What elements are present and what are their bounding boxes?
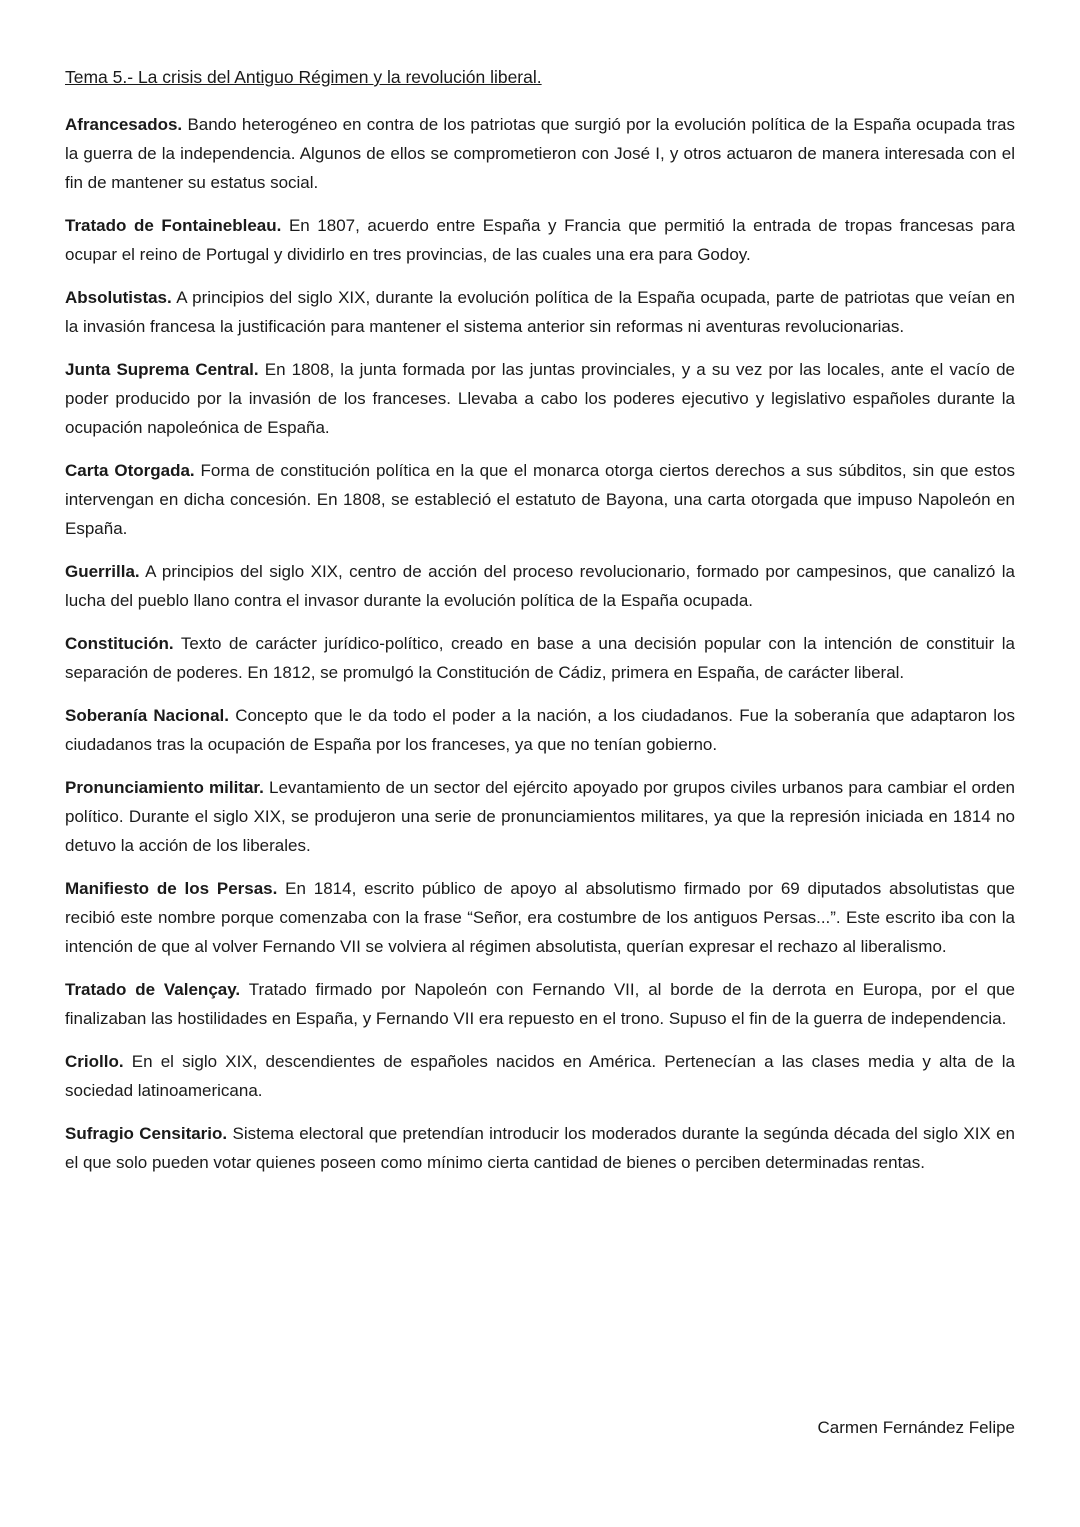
definition-paragraph-soberania-nacional (65, 701, 1015, 759)
term-label: Afrancesados. (65, 115, 183, 134)
term-definition: En 1807, acuerdo entre España y Francia que permitió la entrada de tropas francesas para ocupar el reino de Portugal y dividirlo en tres provincias, de las cuales una era para Godoy. (65, 216, 1015, 264)
term-definition: A principios del siglo XIX, durante la evolución política de la España ocupada, parte de patriotas que veían en la invasión francesa la justificación para mantener el sistema anterior sin reformas ni aventuras revolucionarias. (65, 288, 1015, 336)
definition-paragraph-sufragio-censitario (65, 1119, 1015, 1177)
term-label: Pronunciamiento militar. (65, 778, 264, 797)
term-definition: Sistema electoral que pretendían introducir los moderados durante la segúnda década del siglo XIX en el que solo pueden votar quienes poseen como mínimo cierta cantidad de bienes o perciben determinadas rentas. (65, 1124, 1015, 1172)
definition-paragraph-constitucion (65, 629, 1015, 687)
term-label: Tratado de Fontainebleau. (65, 216, 282, 235)
term-label: Guerrilla. (65, 562, 140, 581)
term-label: Junta Suprema Central. (65, 360, 259, 379)
page-title: Tema 5.- La crisis del Antiguo Régimen y la revolución liberal. (65, 67, 542, 87)
term-definition: Bando heterogéneo en contra de los patriotas que surgió por la evolución política de la España ocupada tras la guerra de la independencia. Algunos de ellos se comprometieron con José I, y otros actuaron de manera interesada con el fin de mantener su estatus social. (65, 115, 1015, 192)
definition-paragraph-tratado-valencay (65, 975, 1015, 1033)
definition-paragraph-carta-otorgada (65, 456, 1015, 543)
term-definition: Texto de carácter jurídico-político, creado en base a una decisión popular con la intención de constituir la separación de poderes. En 1812, se promulgó la Constitución de Cádiz, primera en España, de carácter liberal. (65, 634, 1015, 682)
definition-paragraph-afrancesados (65, 110, 1015, 197)
term-label: Criollo. (65, 1052, 124, 1071)
term-label: Absolutistas. (65, 288, 172, 307)
term-label: Carta Otorgada. (65, 461, 195, 480)
definition-paragraph-absolutistas (65, 283, 1015, 341)
term-definition: Tratado firmado por Napoleón con Fernando VII, al borde de la derrota en Europa, por el que finalizaban las hostilidades en España, y Fernando VII era repuesto en el trono. Supuso el fin de la guerra de independencia. (65, 980, 1015, 1028)
term-definition: Forma de constitución política en la que el monarca otorga ciertos derechos a sus súbditos, sin que estos intervengan en dicha concesión. En 1808, se estableció el estatuto de Bayona, una carta otorgada que impuso Napoleón en España. (65, 461, 1015, 538)
term-definition: En el siglo XIX, descendientes de españoles nacidos en América. Pertenecían a las clases media y alta de la sociedad latinoamericana. (65, 1052, 1015, 1100)
author-signature: Carmen Fernández Felipe (817, 1418, 1015, 1437)
term-label: Manifiesto de los Persas. (65, 879, 278, 898)
definition-paragraph-junta-suprema-central (65, 355, 1015, 442)
definition-paragraph-tratado-fontainebleau (65, 211, 1015, 269)
definition-paragraph-criollo (65, 1047, 1015, 1105)
term-definition: En 1814, escrito público de apoyo al absolutismo firmado por 69 diputados absolutistas que recibió este nombre porque comenzaba con la frase “Señor, era costumbre de los antiguos Persas...”. Este escrito iba con la intención de que al volver Fernando VII se volviera al régimen absolutista, querían expresar el rechazo al liberalismo. (65, 879, 1015, 956)
term-label: Tratado de Valençay. (65, 980, 241, 999)
definitions-list (65, 110, 1015, 1177)
definition-paragraph-guerrilla (65, 557, 1015, 615)
term-definition: Concepto que le da todo el poder a la nación, a los ciudadanos. Fue la soberanía que adaptaron los ciudadanos tras la ocupación de España por los franceses, ya que no tenían gobierno. (65, 706, 1016, 754)
definition-paragraph-manifiesto-persas (65, 874, 1015, 961)
term-definition: En 1808, la junta formada por las juntas provinciales, y a su vez por las locales, ante el vacío de poder producido por la invasión de los franceses. Llevaba a cabo los poderes ejecutivo y legislativo españoles durante la ocupación napoleónica de España. (65, 360, 1015, 437)
term-label: Soberanía Nacional. (65, 706, 229, 725)
term-label: Constitución. (65, 634, 174, 653)
term-definition: Levantamiento de un sector del ejército apoyado por grupos civiles urbanos para cambiar el orden político. Durante el siglo XIX, se produjeron una serie de pronunciamientos militares, ya que la represión iniciada en 1814 no detuvo la acción de los liberales. (65, 778, 1015, 855)
term-definition: A principios del siglo XIX, centro de acción del proceso revolucionario, formado por campesinos, que canalizó la lucha del pueblo llano contra el invasor durante la evolución política de la España ocupada. (65, 562, 1015, 610)
definition-paragraph-pronunciamiento-militar (65, 773, 1015, 860)
term-label: Sufragio Censitario. (65, 1124, 228, 1143)
